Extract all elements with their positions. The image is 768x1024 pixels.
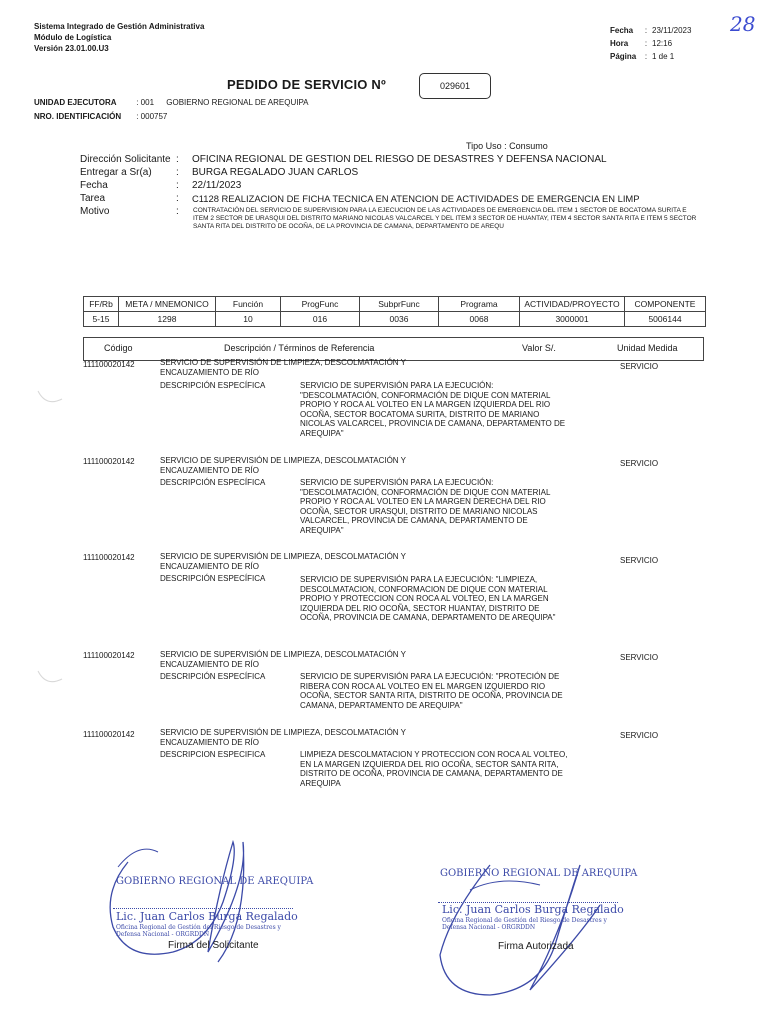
item-detail: LIMPIEZA DESCOLMATACION Y PROTECCION CON ROCA AL VOLTEO, EN LA MARGEN IZQUIERDA DEL RIO OCOÑA, SECTOR SANTA RITA, DISTRITO DE OCOÑA, PROVINCIA DE CAMANA, DEPARTAMENTO DE AREQUIPA: [300, 750, 568, 788]
nro-value: : 000757: [136, 112, 168, 121]
fecha-solicitud-value: 22/11/2023: [192, 180, 242, 191]
col-unidad: Unidad Medida: [617, 343, 678, 353]
budget-header: ProgFunc: [281, 297, 360, 312]
print-metadata: Fecha : 23/11/2023 Hora : 12:16 Página : 1 de 1: [610, 26, 692, 61]
item-spec-label: DESCRIPCIÓN ESPECÍFICA: [160, 381, 266, 390]
item-code: 111100020142: [83, 730, 135, 739]
budget-header: SubprFunc: [360, 297, 439, 312]
item-description: SERVICIO DE SUPERVISIÓN DE LIMPIEZA, DESCOLMATACIÓN Y ENCAUZAMIENTO DE RÍO: [160, 358, 406, 377]
item-code: 111100020142: [83, 651, 135, 660]
item-spec-label: DESCRIPCIÓN ESPECÍFICA: [160, 574, 266, 583]
punch-hole-mark: [30, 385, 70, 415]
budget-table: [83, 296, 706, 327]
motivo-value: CONTRATACIÓN DEL SERVICIO DE SUPERVISION PARA LA EJECUCION DE LAS ACTIVIDADES DE EMERGENCIA DEL ITEM 1 SECTOR DE BOCATOMA SURITA E ITEM 2 SECTOR DE URASQUI DEL DISTRITO MARIANO NICOLAS VALCARCEL Y DEL ITEM 3 SECTOR DE HUANTAY, ITEM 4 SECTOR SANTA RITA E ITEM 5 SECTOR SANTA RITA DEL DISTRITO DE OCOÑA, DE LA PROVINCIA DE CAMANA, DEPARTAMENTO DE AREQU: [193, 207, 697, 230]
nro-label: NRO. IDENTIFICACIÓN: [34, 112, 122, 121]
nro-identificacion: [34, 112, 167, 121]
signature-scribble: [430, 845, 630, 1005]
item-detail: SERVICIO DE SUPERVISIÓN PARA LA EJECUCIÓN: "PROTECIÓN DE RIBERA CON ROCA AL VOLTEO EN EL MARGEN IZQUIERDO RIO OCOÑA, SECTOR SANTA RITA, DISTRITO DE OCOÑA, PROVINCIA DE CAMANA, DEPARTAMENTO DE AREQUIPA": [300, 672, 563, 710]
system-line-3: Versión 23.01.00.U3: [34, 44, 109, 53]
stamp-name: Lic. Juan Carlos Burga Regalado: [442, 903, 624, 916]
hora-value: 12:16: [652, 39, 673, 48]
col-descripcion: Descripción / Términos de Referencia: [224, 343, 375, 353]
item-unit: SERVICIO: [620, 459, 659, 468]
document-title: PEDIDO DE SERVICIO Nº: [227, 77, 386, 92]
pagina-label: Página: [610, 52, 637, 61]
tipo-uso: Tipo Uso : Consumo: [466, 141, 548, 151]
item-description: SERVICIO DE SUPERVISIÓN DE LIMPIEZA, DESCOLMATACIÓN Y ENCAUZAMIENTO DE RÍO: [160, 552, 406, 571]
budget-header: Programa: [439, 297, 520, 312]
system-header: [34, 21, 204, 54]
motivo-label: Motivo: [80, 206, 110, 217]
entregar-label: Entregar a Sr(a): [80, 167, 152, 178]
unidad-ejecutora: [34, 98, 309, 107]
col-valor: Valor S/.: [522, 343, 556, 353]
hora-label: Hora: [610, 39, 629, 48]
budget-value: 0068: [439, 312, 520, 327]
item-detail: SERVICIO DE SUPERVISIÓN PARA LA EJECUCIÓN: "DESCOLMATACIÓN, CONFORMACIÓN DE DIQUE CON MATERIAL PROPIO Y ROCA AL VOLTEO EN LA MARGEN IZQUIERDA DEL RIO OCOÑA, SECTOR BOCATOMA SURITA, DISTRITO DE MARIANO NICOLAS VALCARCEL, PROVINCIA DE CAMANA, DEPARTAMENTO DE AREQUIPA": [300, 381, 566, 438]
stamp-name: Lic. Juan Carlos Burga Regalado: [116, 910, 298, 923]
item-unit: SERVICIO: [620, 731, 659, 740]
budget-value: 0036: [360, 312, 439, 327]
item-description: SERVICIO DE SUPERVISIÓN DE LIMPIEZA, DESCOLMATACIÓN Y ENCAUZAMIENTO DE RÍO: [160, 728, 406, 747]
budget-header: Función: [216, 297, 281, 312]
item-detail: SERVICIO DE SUPERVISIÓN PARA LA EJECUCIÓN: "LIMPIEZA, DESCOLMATACION, CONFORMACION DE DIQUE CON MATERIAL PROPIO Y PROTECCION CON ROCA AL VOLTEO, EN LA MARGEN IZQUIERDA DEL RIO OCOÑA, SECTOR HUANTAY, DISTRITO DE OCOÑA, PROVINCIA DE CAMANA, DEPARTAMENTO DE AREQUIPA": [300, 575, 556, 622]
fecha-label: Fecha: [610, 26, 634, 35]
budget-value: 5006144: [625, 312, 706, 327]
unidad-label: UNIDAD EJECUTORA: [34, 98, 117, 107]
budget-value: 10: [216, 312, 281, 327]
item-code: 111100020142: [83, 457, 135, 466]
col-codigo: Código: [104, 343, 133, 353]
tarea-label: Tarea: [80, 193, 106, 204]
punch-hole-mark: [30, 665, 70, 695]
item-code: 111100020142: [83, 553, 135, 562]
item-code: 111100020142: [83, 360, 135, 369]
budget-header: META / MNEMONICO: [119, 297, 216, 312]
unidad-code: : 001: [136, 98, 155, 107]
item-detail: SERVICIO DE SUPERVISIÓN PARA LA EJECUCIÓN: "DESCOLMATACIÓN, CONFORMACIÓN DE DIQUE CON MATERIAL PROPIO Y ROCA AL VOLTEO EN LA MARGEN DERECHA DEL RIO OCOÑA, SECTOR URASQUI, DISTRITO DE MARIANO NICOLAS VALCARCEL, PROVINCIA DE CAMANA, DEPARTAMENTO DE AREQUIPA": [300, 478, 551, 535]
budget-value: 016: [281, 312, 360, 327]
item-description: SERVICIO DE SUPERVISIÓN DE LIMPIEZA, DESCOLMATACIÓN Y ENCAUZAMIENTO DE RÍO: [160, 650, 406, 669]
order-number: 029601: [419, 73, 491, 99]
system-line-1: Sistema Integrado de Gestión Administrativa: [34, 22, 205, 31]
budget-header: FF/Rb: [84, 297, 119, 312]
unidad-name: GOBIERNO REGIONAL DE AREQUIPA: [166, 98, 309, 107]
request-info: Dirección Solicitante : OFICINA REGIONAL DE GESTION DEL RIESGO DE DESASTRES Y DEFENSA NACIONAL Entregar a Sr(a) : BURGA REGALADO JUAN CARLOS Fecha : 22/11/2023 Tarea : C1128 REALIZACION DE FICHA TECNICA EN ATENCION DE ACTIVIDADES DE EMERGENCIA EN LIMP Motivo :: [80, 154, 640, 217]
budget-header: ACTIVIDAD/PROYECTO: [520, 297, 625, 312]
budget-header: COMPONENTE: [625, 297, 706, 312]
budget-value: 5-15: [84, 312, 119, 327]
pagina-value: 1 de 1: [652, 52, 675, 61]
budget-value: 1298: [119, 312, 216, 327]
item-unit: SERVICIO: [620, 362, 659, 371]
item-spec-label: DESCRIPCIÓN ESPECÍFICA: [160, 478, 266, 487]
tarea-value: C1128 REALIZACION DE FICHA TECNICA EN ATENCION DE ACTIVIDADES DE EMERGENCIA EN LIMP: [192, 193, 640, 204]
signature-label-autorizada: Firma Autorizada: [498, 941, 574, 952]
direccion-value: OFICINA REGIONAL DE GESTION DEL RIESGO DE DESASTRES Y DEFENSA NACIONAL: [192, 154, 607, 165]
direccion-label: Dirección Solicitante: [80, 154, 171, 165]
stamp-office: Oficina Regional de Gestión del Riesgo de Desastres y Defensa Nacional - ORGRDDN: [116, 924, 281, 938]
stamp-office: Oficina Regional de Gestión del Riesgo de Desastres y Defensa Nacional - ORGRDDN: [442, 917, 607, 931]
budget-header-row: [84, 297, 706, 312]
budget-value-row: [84, 312, 706, 327]
stamp-org: GOBIERNO REGIONAL DE AREQUIPA: [440, 868, 638, 879]
item-unit: SERVICIO: [620, 653, 659, 662]
signature-label-solicitante: Firma del Solicitante: [168, 940, 259, 951]
system-line-2: Módulo de Logística: [34, 33, 112, 42]
handwritten-page-number: 28: [730, 12, 756, 36]
stamp-org: GOBIERNO REGIONAL DE AREQUIPA: [116, 876, 314, 887]
fecha-value: 23/11/2023: [652, 26, 692, 35]
fecha-solicitud-label: Fecha: [80, 180, 108, 191]
budget-value: 3000001: [520, 312, 625, 327]
item-spec-label: DESCRIPCION ESPECIFICA: [160, 750, 266, 759]
item-unit: SERVICIO: [620, 556, 659, 565]
item-spec-label: DESCRIPCIÓN ESPECÍFICA: [160, 672, 266, 681]
entregar-value: BURGA REGALADO JUAN CARLOS: [192, 167, 359, 178]
item-description: SERVICIO DE SUPERVISIÓN DE LIMPIEZA, DESCOLMATACIÓN Y ENCAUZAMIENTO DE RÍO: [160, 456, 406, 475]
